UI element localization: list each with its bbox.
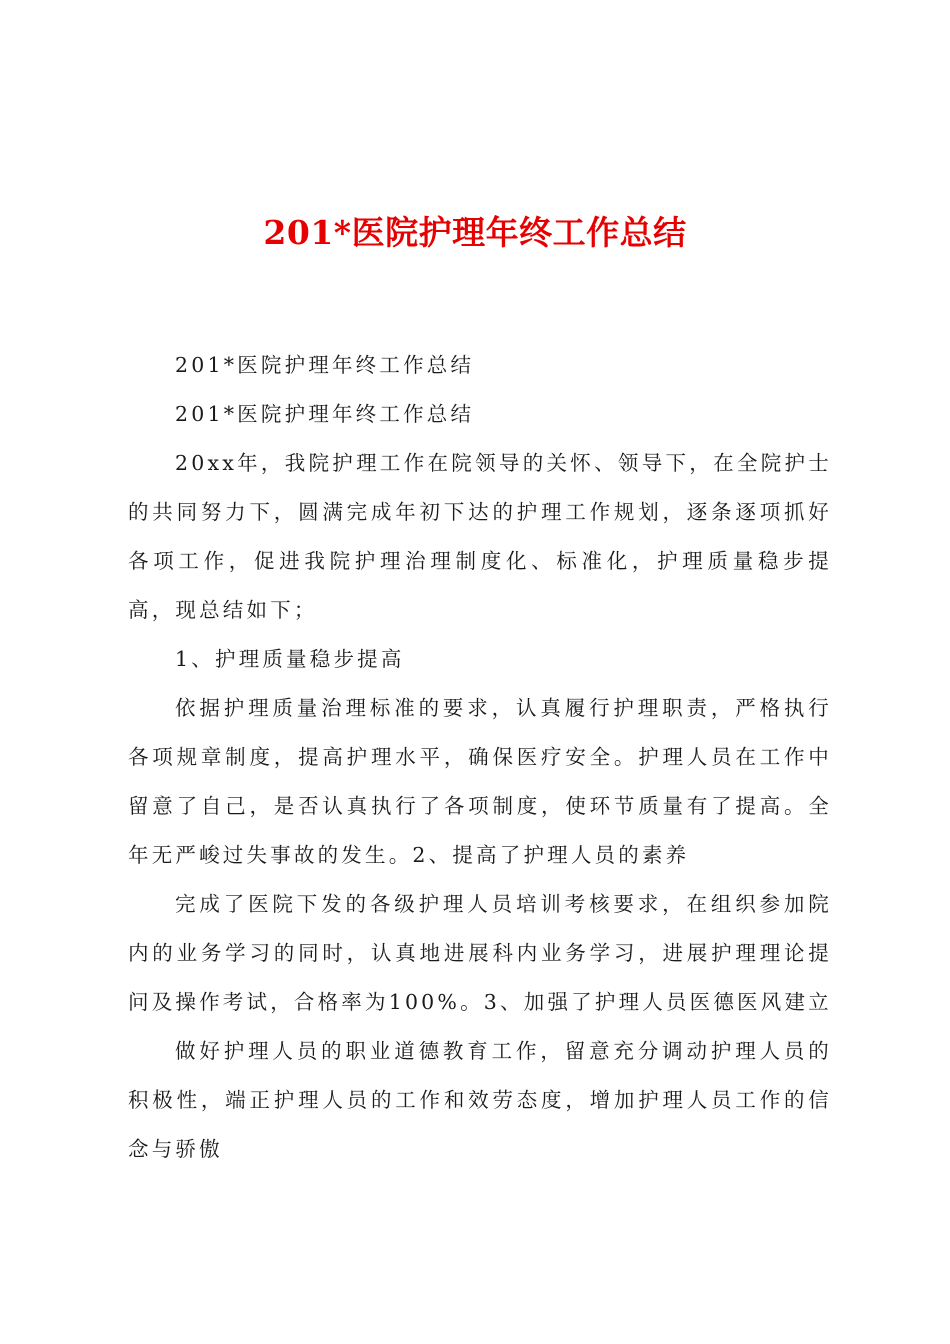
paragraph-training: 完成了医院下发的各级护理人员培训考核要求，在组织参加院内的业务学习的同时，认真地进展科内业务学习，进展护理理论提问及操作考试，合格率为100%。3、加强了护理人员医德医风建立 [128, 892, 832, 1014]
paragraph-heading-repeat-1: 201*医院护理年终工作总结 [175, 353, 475, 377]
paragraph-intro: 20xx年，我院护理工作在院领导的关怀、领导下，在全院护士的共同努力下，圆满完成年初下达的护理工作规划，逐条逐项抓好各项工作，促进我院护理治理制度化、标准化，护理质量稳步提高，现总结如下； [128, 451, 832, 622]
document-body [128, 341, 832, 1174]
paragraph-quality: 依据护理质量治理标准的要求，认真履行护理职责，严格执行各项规章制度，提高护理水平，确保医疗安全。护理人员在工作中留意了自己，是否认真执行了各项制度，使环节质量有了提高。全年无严峻过失事故的发生。2、提高了护理人员的素养 [128, 696, 832, 867]
document-title: 201*医院护理年终工作总结 [263, 213, 687, 252]
paragraph-ethics: 做好护理人员的职业道德教育工作，留意充分调动护理人员的积极性，端正护理人员的工作和效劳态度，增加护理人员工作的信念与骄傲 [128, 1039, 832, 1161]
section-heading-quality: 1、护理质量稳步提高 [175, 647, 405, 671]
paragraph-heading-repeat-2: 201*医院护理年终工作总结 [175, 402, 475, 426]
